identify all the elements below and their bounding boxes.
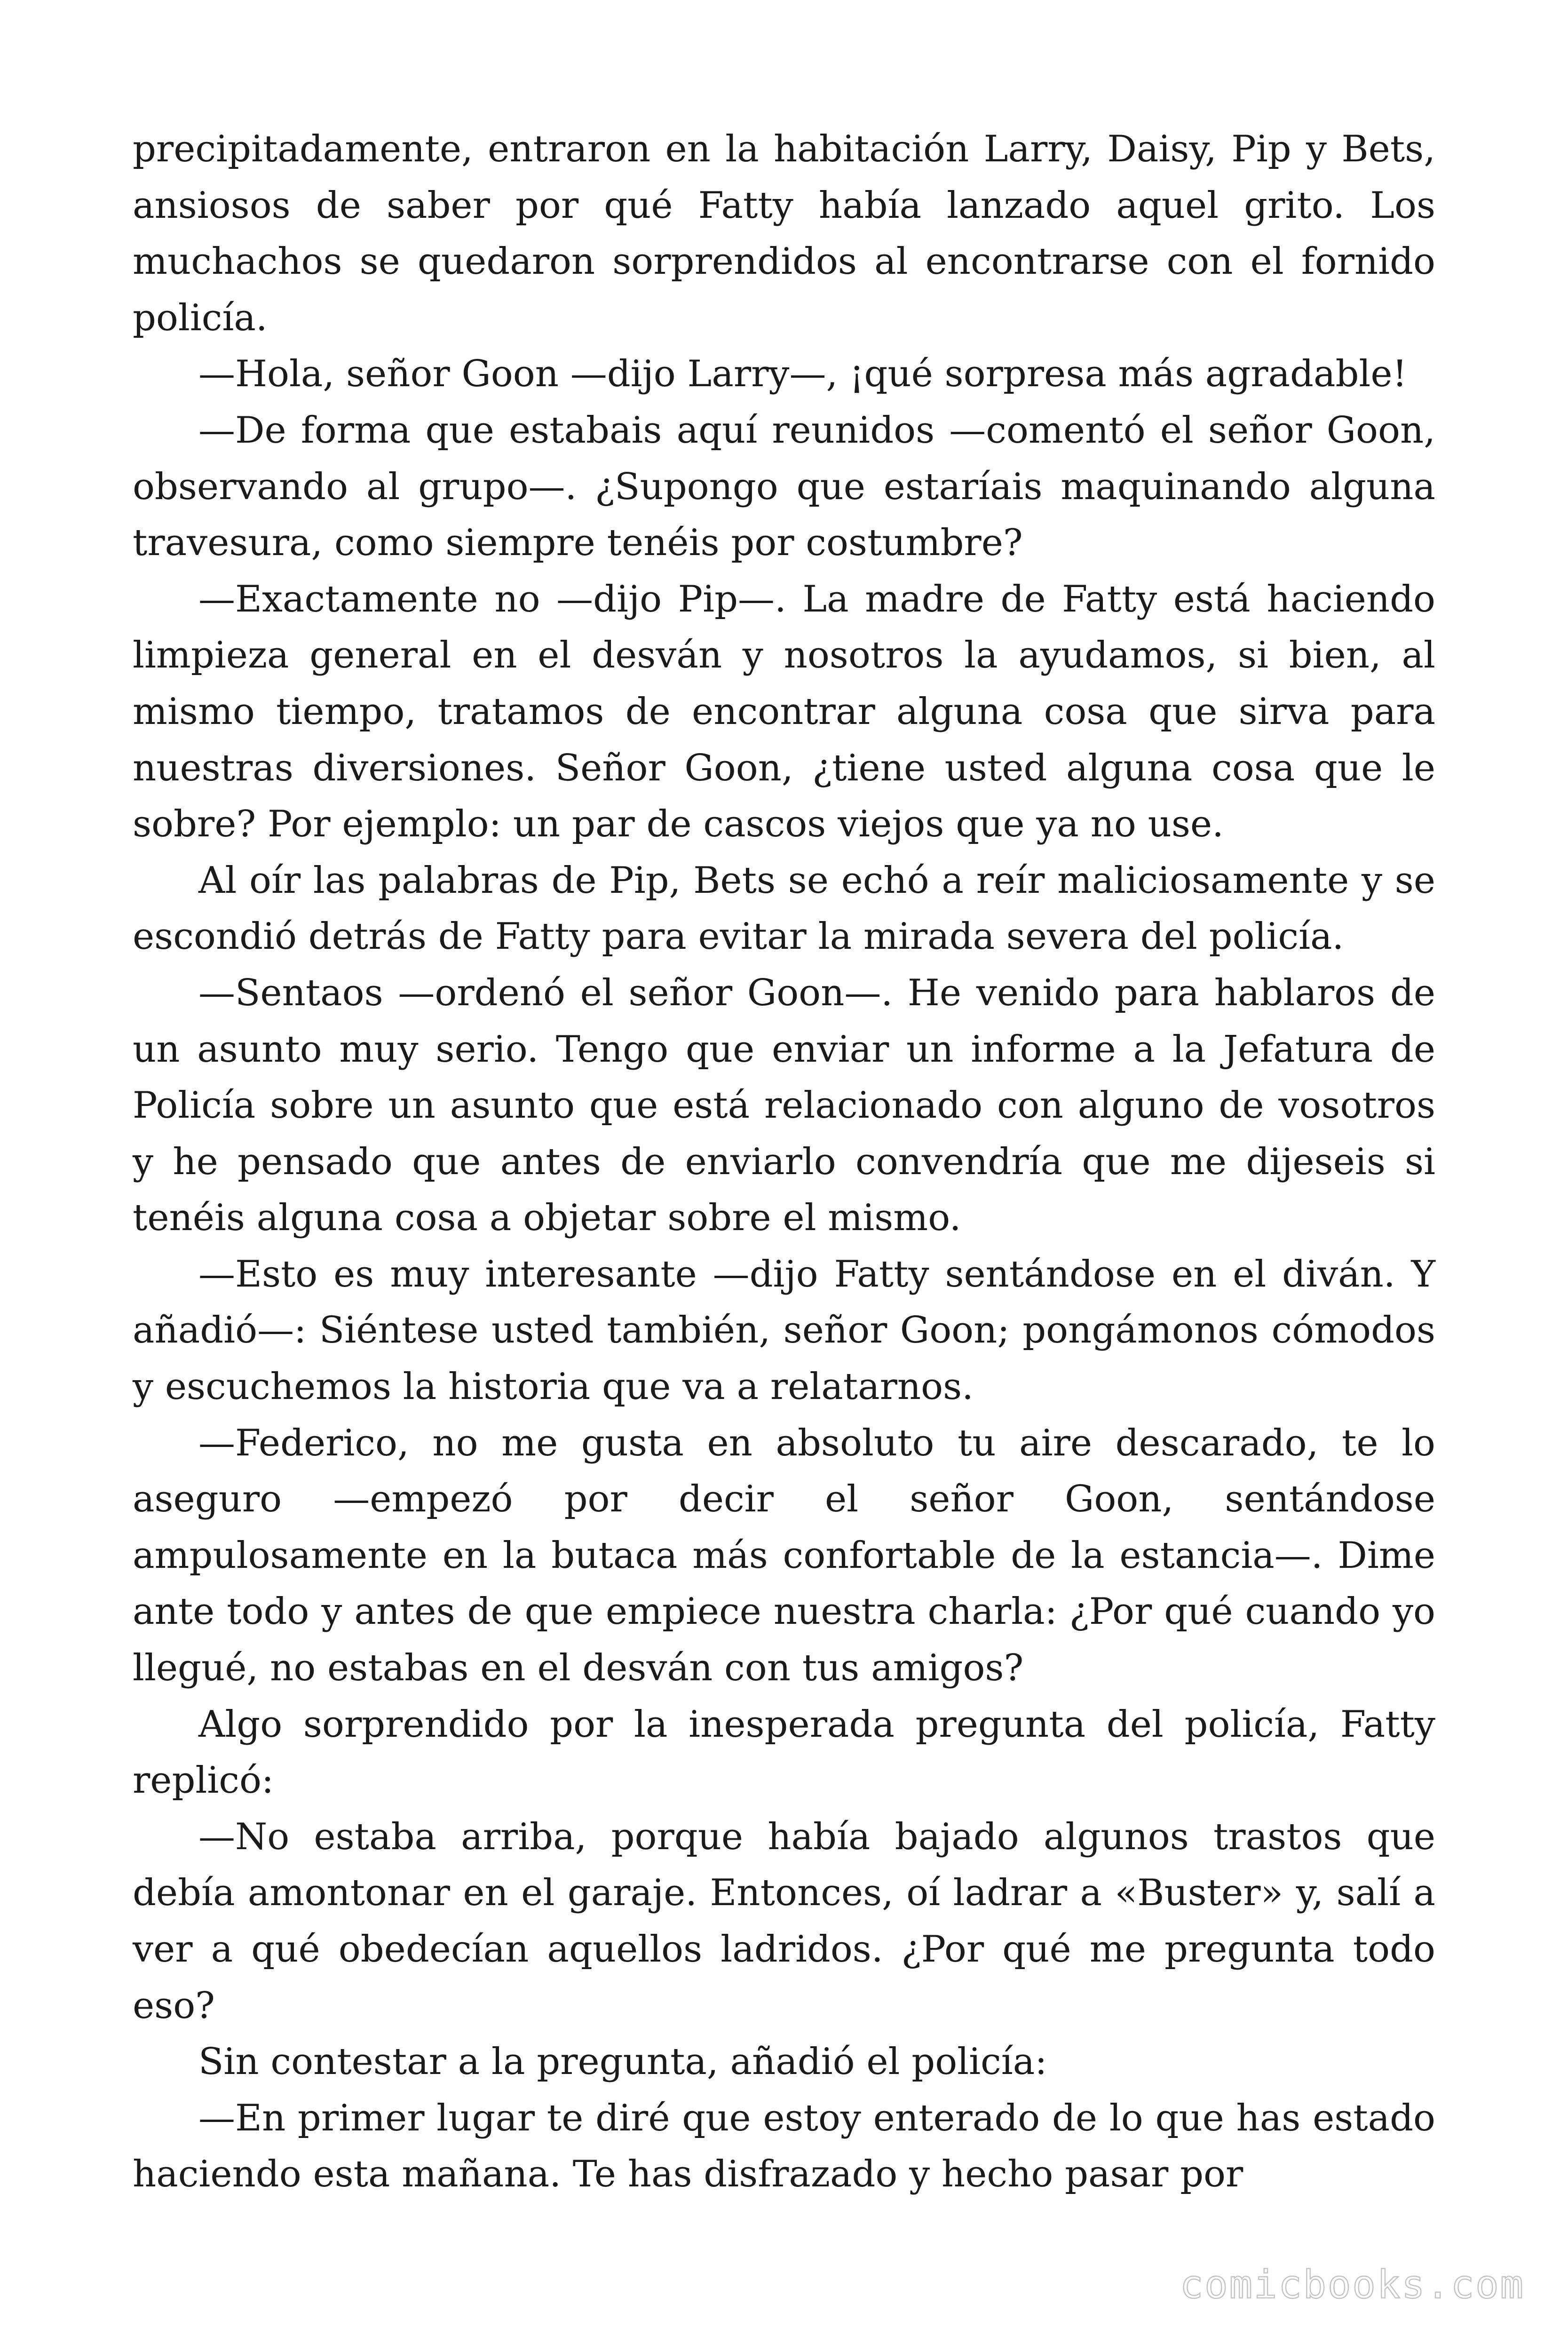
paragraph: Sin contestar a la pregunta, añadió el policía: [198,2041,1047,2083]
paragraph: —Esto es muy interesante —dijo Fatty sentándose en el diván. Y añadió—: Siéntese usted también, señor Goon; pongámonos cómodos y escuchemos la historia que va a relatarnos. [133,1253,1435,1408]
watermark: comicbooks.com [1180,2263,1525,2307]
paragraph: Algo sorprendido por la inesperada pregunta del policía, Fatty replicó: [133,1703,1435,1802]
paragraph: —Sentaos —ordenó el señor Goon—. He venido para hablaros de un asunto muy serio. Tengo que enviar un informe a la Jefatura de Policía sobre un asunto que está relacionado con alguno de vosotros y he pensado que antes de enviarlo convendría que me dijeseis si tenéis alguna cosa a objetar sobre el mismo. [133,971,1435,1240]
paragraph: —No estaba arriba, porque había bajado algunos trastos que debía amontonar en el garaje. Entonces, oí ladrar a «Buster» y, salí a ver a qué obedecían aquellos ladridos. ¿Por qué me pregunta todo eso? [133,1815,1435,2027]
paragraph: —De forma que estabais aquí reunidos —comentó el señor Goon, observando al grupo—. ¿Supongo que estaríais maquinando alguna travesura, como siempre tenéis por costumbre? [133,409,1435,564]
paragraph: precipitadamente, entraron en la habitación Larry, Daisy, Pip y Bets, ansiosos de saber por qué Fatty había lanzado aquel grito. Los muchachos se quedaron sorprendidos al encontrarse con el fornido policía. [133,128,1435,339]
body-text [133,121,1435,2203]
paragraph: Al oír las palabras de Pip, Bets se echó a reír maliciosamente y se escondió detrás de Fatty para evitar la mirada severa del policía. [133,859,1435,958]
paragraph: —Hola, señor Goon —dijo Larry—, ¡qué sorpresa más agradable! [198,353,1407,396]
paragraph: —En primer lugar te diré que estoy enterado de lo que has estado haciendo esta mañana. Te has disfrazado y hecho pasar por [133,2097,1435,2196]
paragraph: —Federico, no me gusta en absoluto tu aire descarado, te lo aseguro —empezó por decir el señor Goon, sentándose ampulosamente en la butaca más confortable de la estancia—. Dime ante todo y antes de que empiece nuestra charla: ¿Por qué cuando yo llegué, no estabas en el desván con tus amigos? [133,1422,1435,1690]
paragraph: —Exactamente no —dijo Pip—. La madre de Fatty está haciendo limpieza general en el desván y nosotros la ayudamos, si bien, al mismo tiempo, tratamos de encontrar alguna cosa que sirva para nuestras diversiones. Señor Goon, ¿tiene usted alguna cosa que le sobre? Por ejemplo: un par de cascos viejos que ya no use. [133,578,1435,846]
